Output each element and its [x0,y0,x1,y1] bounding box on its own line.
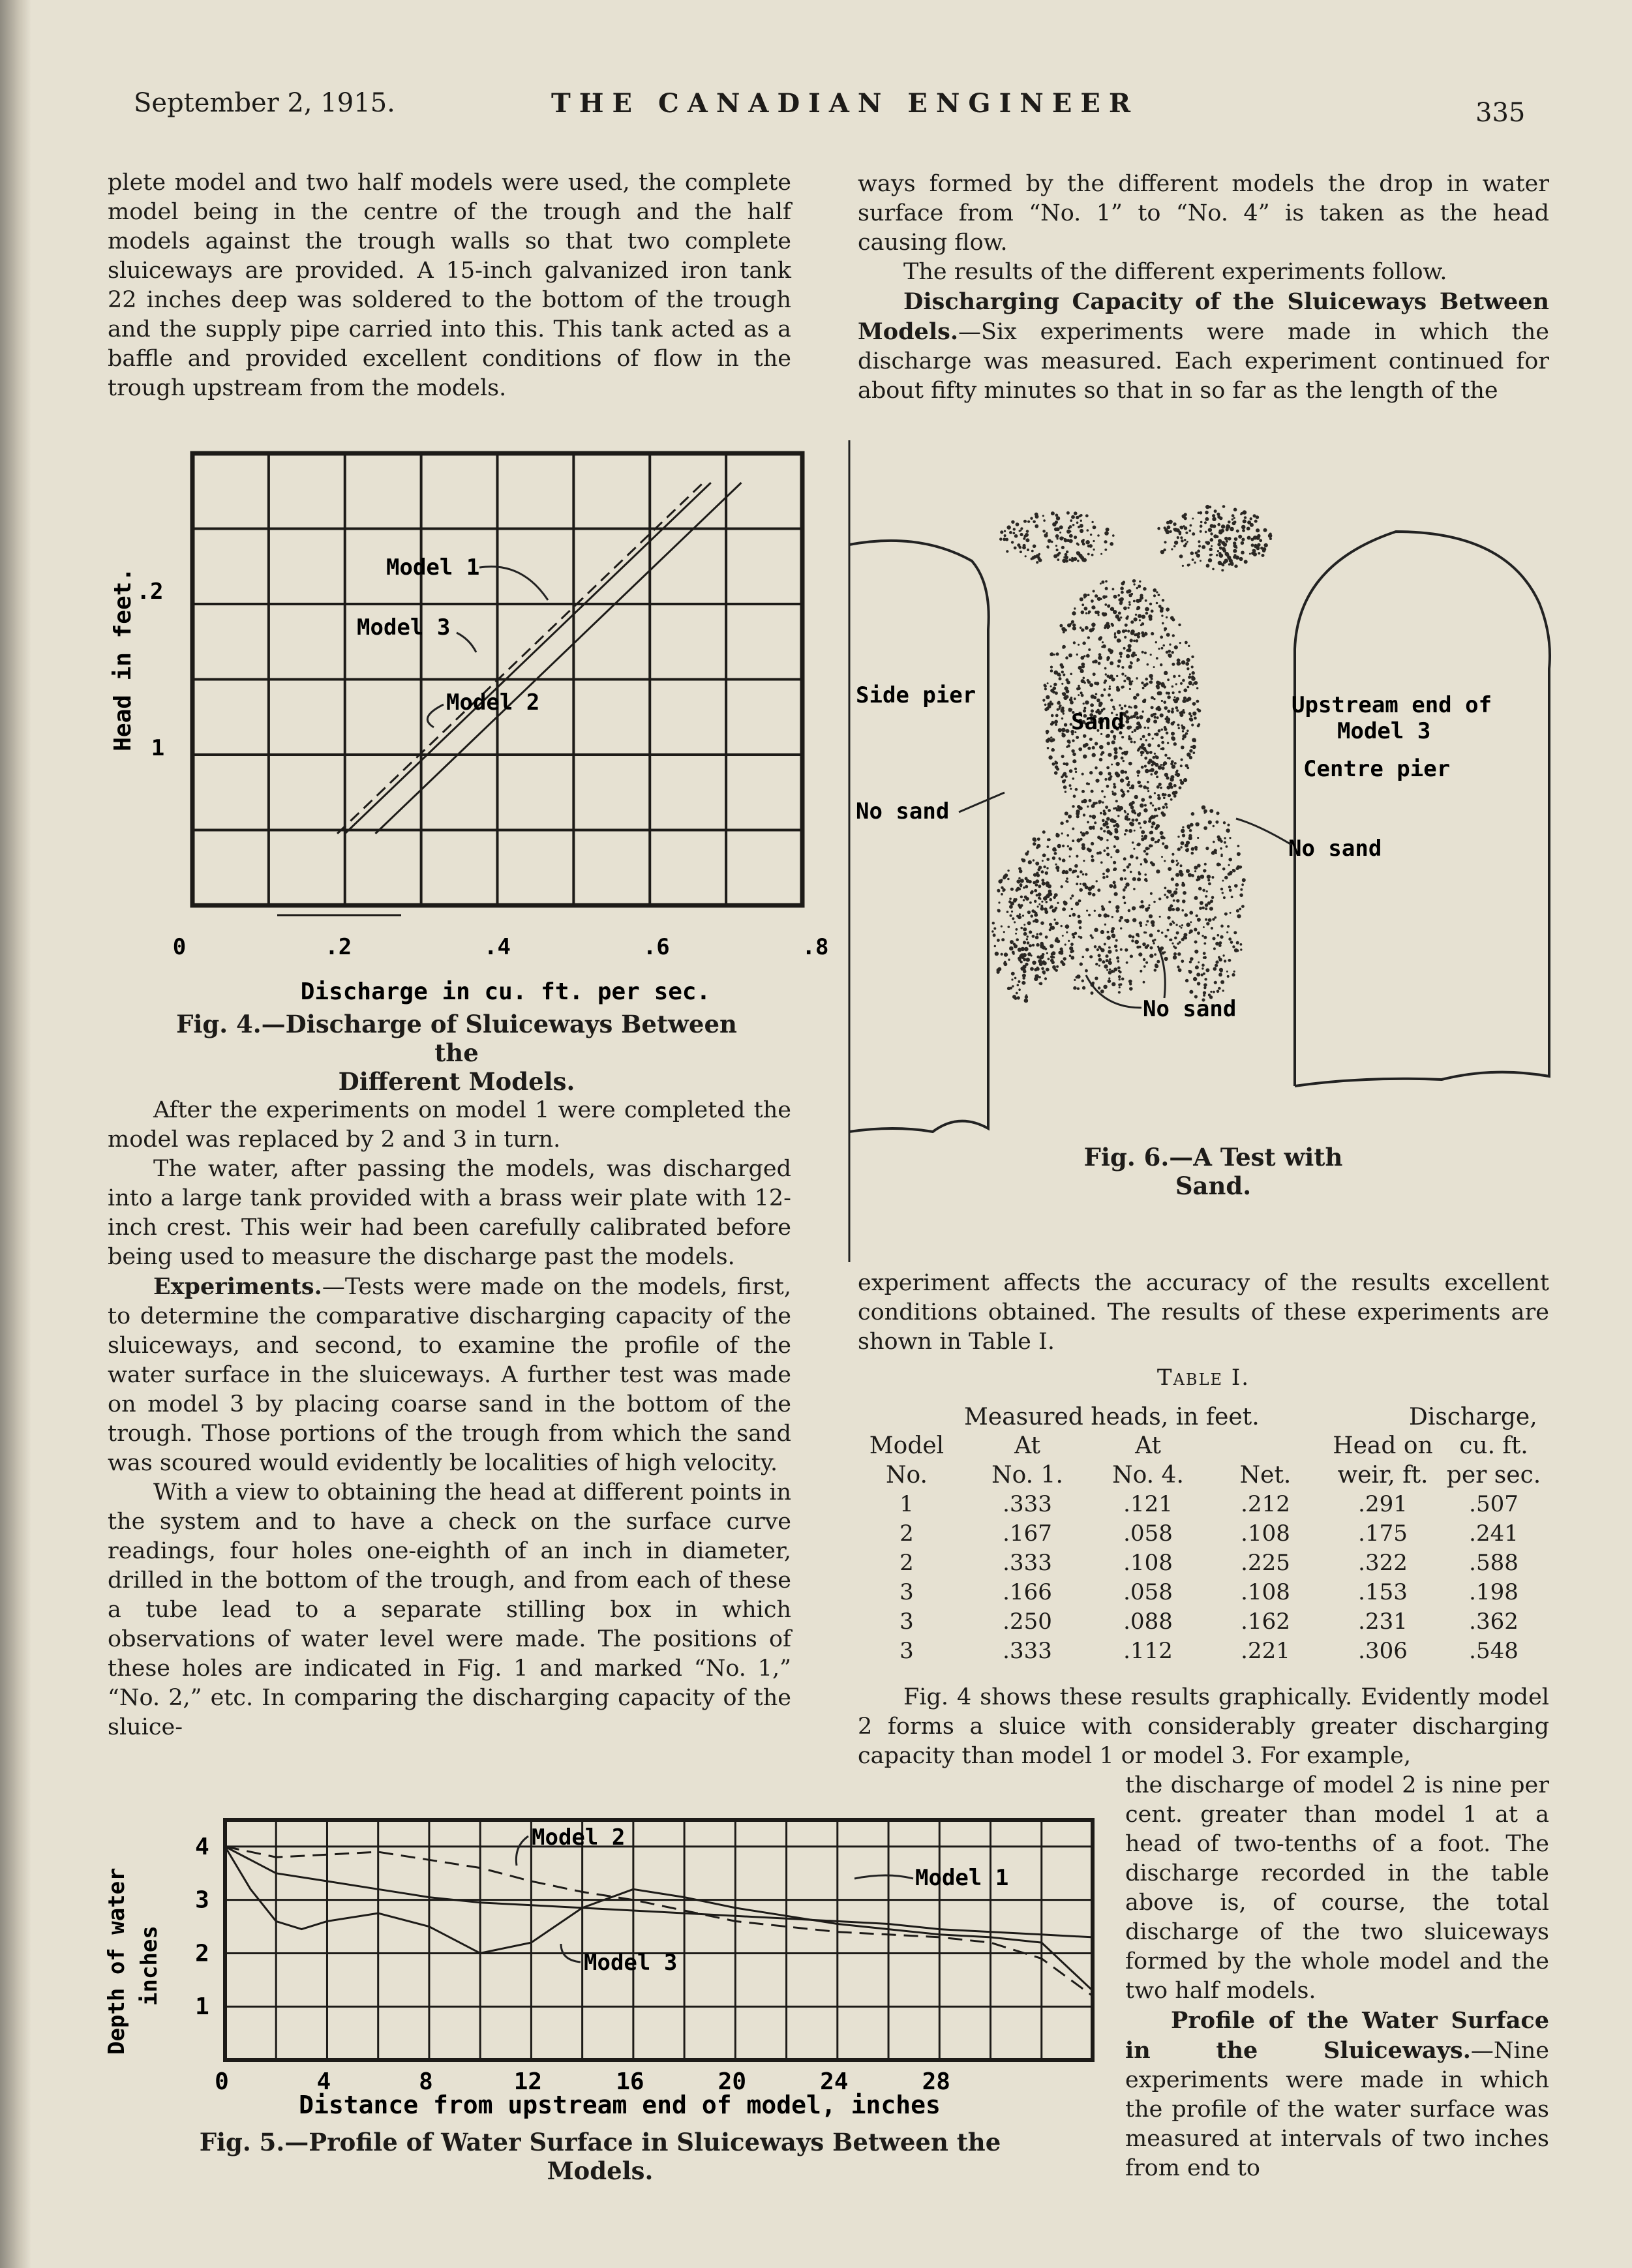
fig5-y-tick: 2 [195,1940,209,1967]
table1-cell: .333 [1003,1491,1052,1517]
table1-cell: .167 [1003,1520,1052,1547]
table1-cell: No. 4. [1112,1462,1184,1489]
table1-cell: .108 [1241,1520,1290,1547]
table1-row [851,1607,1549,1637]
fig5-label-model3: Model 3 [584,1950,678,1976]
fig5-leader-model2 [516,1836,528,1866]
paragraph: Discharging Capacity of the Sluiceways Between Models.—Six experiments were made in which the discharge was measured. Each experiment continued for about fifty minutes so that in so far as the length of the [858,288,1549,404]
paragraph: The results of the different experiments follow. [903,259,1447,285]
table1-cell: .507 [1469,1491,1519,1517]
fig5-y-tick: 1 [195,1993,209,2021]
fig4-leader-model3 [457,633,476,652]
right-mid-text [858,1269,1549,1357]
table1-cell: 3 [899,1579,914,1605]
table1-cell: .153 [1358,1579,1408,1605]
table1-cell: .058 [1123,1579,1173,1605]
table1-cell: .108 [1241,1579,1290,1605]
fig6-no-sand-label-left: No sand [856,798,950,824]
fig6-upstream-label-2: Model 3 [1337,718,1431,744]
fig6-upstream-label-1: Upstream end of [1292,692,1492,718]
fig5-x-tick: 12 [513,2068,543,2095]
fig4-x-tick: .4 [484,934,511,960]
fig5-x-tick: 28 [922,2068,950,2095]
table1-cell: .175 [1358,1520,1408,1547]
fig4-caption-line1: Fig. 4.—Discharge of Sluiceways Between the [176,1010,737,1067]
paragraph: After the experiments on model 1 were completed the model was replaced by 2 and 3 in turn. [108,1097,791,1153]
section-heading: Experiments. [153,1273,322,1300]
table1-cell: 3 [899,1638,914,1664]
table1-cell: .306 [1358,1638,1408,1664]
paragraph: Profile of the Water Surface in the Sluiceways.—Nine experiments were made in which the profile of the water surface was measured at intervals of two inches from end to [1125,2007,1549,2181]
table1-cell: .166 [1003,1579,1052,1605]
table1-cell: 2 [899,1520,914,1547]
table1-row [851,1578,1549,1607]
fig5-x-tick: 8 [419,2068,433,2095]
fig4-y-label: Head in feet. [110,567,136,751]
fig5-chart [104,1800,1109,2166]
table1-cell: .225 [1241,1550,1290,1576]
fig5-label-model1: Model 1 [915,1865,1009,1891]
fig5-caption: Fig. 5.—Profile of Water Surface in Sluiceways Between the Models. [199,2128,1001,2185]
left-top-text [108,168,791,403]
fig5-label-model2: Model 2 [532,1824,626,1851]
table1-header-row [851,1460,1549,1490]
fig4-chart [104,437,829,1011]
fig5-frame [225,1820,1093,2060]
fig4-x-label: Discharge in cu. ft. per sec. [300,978,711,1005]
table1-cell: .212 [1241,1491,1290,1517]
fig6-arrow-bottom-1 [1086,975,1141,1008]
table1-cell: per sec. [1446,1462,1541,1489]
fig6-arrow-left [959,793,1005,812]
fig4-leader-model2 [427,704,444,727]
fig4-x-tick: 0 [172,934,187,960]
table1-cell: At [1135,1432,1161,1459]
paragraph: plete model and two half models were used, the complete model being in the centre of the trough and the half models against the trough walls so that two complete sluiceways are provided. A 15-inch galvanized iron tank 22 inches deep was soldered to the bottom of the trough and the supply pipe carried into this. This tank acted as a baffle and provided excellent conditions of flow in the trough upstream from the models. [108,170,791,401]
fig6-centre-pier [1295,532,1550,1086]
table1-cell: .221 [1241,1638,1290,1664]
fig5-x-tick: 16 [616,2068,644,2095]
table1-cell: .333 [1003,1638,1052,1664]
fig4-x-tick: .6 [642,934,670,960]
fig5-y-tick: 4 [195,1833,209,1860]
fig6-sand-label: Sand [1071,709,1125,735]
fig4-label-model3: Model 3 [357,614,451,641]
table1-row [851,1549,1549,1578]
table1-cell: Model [869,1432,944,1459]
fig4-label-model1: Model 1 [386,554,480,581]
paragraph: With a view to obtaining the head at different points in the system and to have a check on the surface curve readings, four holes one-eighth of an inch in diameter, drilled in the bottom of the trough, and from each of these a tube lead to a separate stilling box in which observations of water level were made. The positions of these holes are indicated in Fig. 1 and marked “No. 1,” “No. 2,” etc. In comparing the discharging capacity of the sluice- [108,1479,791,1740]
header-date: September 2, 1915. [134,88,395,118]
paragraph: ways formed by the different models the drop in water surface from “No. 1” to “No. 4” is taken as the head causing flow. [858,171,1549,256]
fig4-y-tick: .2 [136,579,164,605]
page-number: 335 [1475,98,1526,128]
table1 [851,1431,1549,1666]
fig6-sand-stipple [991,505,1272,1003]
table1-cell: 2 [899,1550,914,1576]
table1-cell: .362 [1469,1609,1519,1635]
left-mid-text [108,1096,791,1742]
table1-cell: 3 [899,1609,914,1635]
fig5-y-label-1: Depth of water [104,1867,130,2055]
fig6-no-sand-label-right: No sand [1288,836,1382,862]
table1-cell: cu. ft. [1459,1432,1528,1459]
table1-cell: .198 [1469,1579,1519,1605]
table1-cell: .333 [1003,1550,1052,1576]
table1-cell [1203,1431,1327,1460]
fig5-y-tick: 3 [195,1886,209,1914]
fig6-side-pier-label: Side pier [856,682,976,708]
table1-cell: .322 [1358,1550,1408,1576]
fig6-arrow-right [1236,819,1292,845]
paragraph: the discharge of model 2 is nine per cent. greater than model 1 at a head of two-tenths of a foot. The discharge recorded in the table above is, of course, the total discharge of the two sluiceways formed by the whole model and the two half models. [1125,1772,1549,2004]
table1-group-heading: Measured heads, in feet. [964,1404,1260,1430]
right-bottom-wide [858,1683,1549,1771]
fig5-series-model-1 [225,1847,1093,1937]
fig4-series-model-3 [337,483,703,834]
fig4-caption-line2: Different Models. [338,1067,575,1096]
table1-cell: .121 [1123,1491,1173,1517]
table1-cell: .088 [1123,1609,1173,1635]
fig5-x-label: Distance from upstream end of model, inches [299,2091,941,2119]
table1-discharge-heading: Discharge, [1409,1404,1537,1430]
fig5-x-tick: 24 [820,2068,849,2095]
table1-cell: .231 [1358,1609,1408,1635]
paragraph: Experiments.—Tests were made on the models, first, to determine the comparative discharging capacity of the sluiceways, and second, to examine the profile of the water surface in the sluiceways. A further test was made on model 3 by placing coarse sand in the bottom of the trough. Those portions of the trough from which the sand was scoured would evidently be localities of high velocity. [108,1273,791,1476]
table1-cell: No. [886,1462,928,1489]
section-heading: Profile of the Water Surface in the Sluiceways. [1125,2007,1549,2064]
fig5-x-tick: 0 [215,2068,229,2095]
paragraph: experiment affects the accuracy of the results excellent conditions obtained. The results of these experiments are shown in Table I. [858,1270,1549,1355]
table1-cell: .241 [1469,1520,1519,1547]
table1-cell: .058 [1123,1520,1173,1547]
fig4-x-tick: .8 [802,934,829,960]
fig6-side-pier [849,541,989,1132]
fig6-centre-pier-label: Centre pier [1303,756,1451,782]
table1-cell: Net. [1239,1462,1292,1489]
fig5-leader-model1 [854,1875,913,1879]
section-heading: Discharging Capacity of the Sluiceways Between Models. [858,288,1549,345]
table1-cell: .162 [1241,1609,1290,1635]
fig5-y-label-2: inches [136,1926,162,2006]
paragraph: The water, after passing the models, was discharged into a large tank provided with a brass weir plate with 12-inch crest. This weir had been carefully calibrated before being used to measure the discharge past the models. [108,1156,791,1270]
table1-cell: At [1014,1432,1040,1459]
fig5-x-tick: 4 [316,2068,331,2095]
table1-cell: weir, ft. [1337,1462,1428,1489]
table1-cell: No. 1. [991,1462,1063,1489]
right-bottom-narrow [1125,1771,1549,2183]
fig6-caption: Fig. 6.—A Test with Sand. [1083,1143,1343,1200]
header-journal-title: THE CANADIAN ENGINEER [551,88,1140,119]
fig6-no-sand-label-bottom: No sand [1143,996,1237,1022]
fig5-x-tick: 20 [718,2068,747,2095]
table1-cell: .250 [1003,1609,1052,1635]
fig4-leader-model1 [479,567,548,600]
table1-cell: .112 [1123,1638,1173,1664]
right-top-text [858,170,1549,406]
fig4-series-model-1 [345,483,711,834]
table1-cell: Head on [1333,1432,1433,1459]
paragraph: Fig. 4 shows these results graphically. Evidently model 2 forms a sluice with considerably greater discharging capacity than model 1 or model 3. For example, [858,1684,1549,1769]
table1-row [851,1490,1549,1519]
table1-row [851,1637,1549,1666]
table1-title: Table I. [1156,1365,1250,1391]
fig4-series-model-2 [376,483,742,834]
table1-cell: .588 [1469,1550,1519,1576]
table1-cell: .291 [1358,1491,1408,1517]
table1-cell: .548 [1469,1638,1519,1664]
fig4-label-model2: Model 2 [446,689,540,716]
fig4-y-tick: 1 [151,735,165,761]
table1-cell: 1 [899,1491,914,1517]
fig4-x-tick: .2 [325,934,352,960]
table1-cell: .108 [1123,1550,1173,1576]
table1-header-row [851,1431,1549,1460]
page-gutter [0,0,31,2268]
table1-row [851,1519,1549,1549]
fig4-caption [150,1010,763,1096]
